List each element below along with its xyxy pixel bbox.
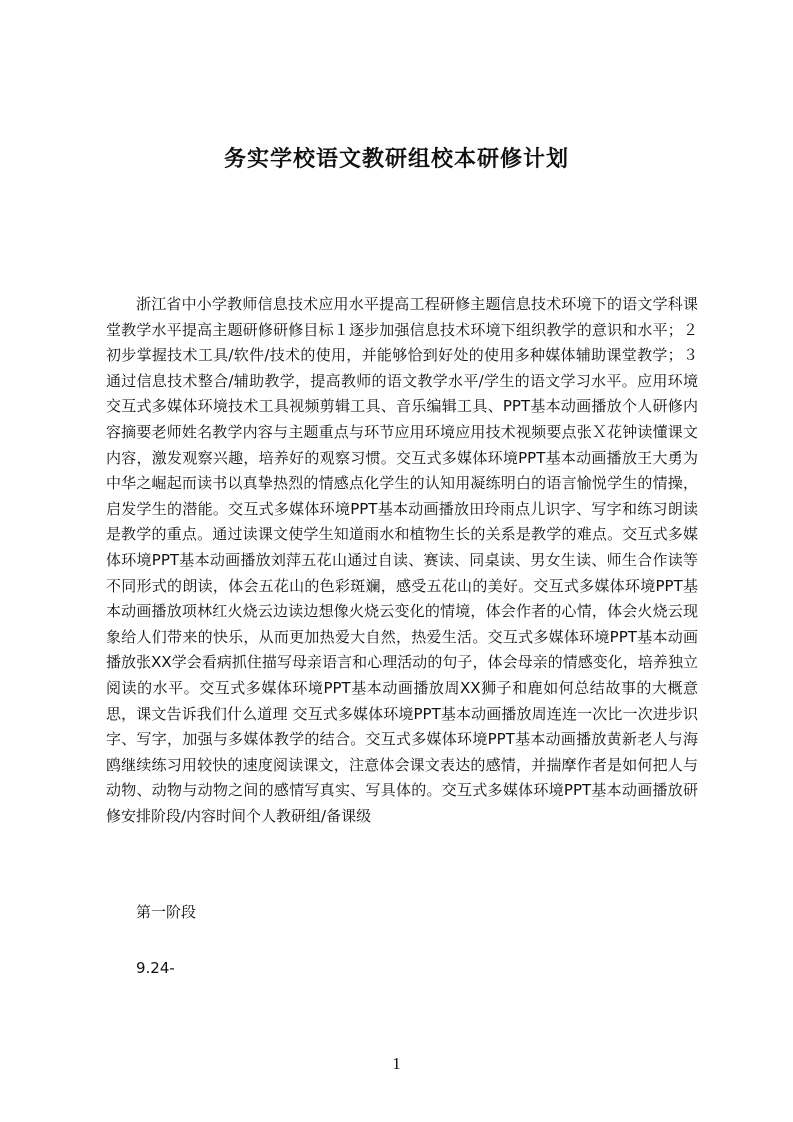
- date-label: 9.24-: [136, 959, 175, 977]
- stage-label: 第一阶段: [136, 903, 197, 921]
- body-paragraph: 浙江省中小学教师信息技术应用水平提高工程研修主题信息技术环境下的语文学科课堂教学水平提高主题研修研修目标１逐步加强信息技术环境下组织教学的意识和水平；２初步掌握技术工具/软件/技术的使用，并能够恰到好处的使用多种媒体辅助课堂教学；３通过信息技术整合/辅助教学，提高教师的语文教学水平/学生的语文学习水平。应用环境交互式多媒体环境技术工具视频剪辑工具、音乐编辑工具、PPT基本动画播放个人研修内容摘要老师姓名教学内容与主题重点与环节应用环境应用技术视频要点张Ｘ花钟读懂课文内容，激发观察兴趣，培养好的观察习惯。交互式多媒体环境PPT基本动画播放王大勇为中华之崛起而读书以真挚热烈的情感点化学生的认知用凝练明白的语言愉悦学生的情操，启发学生的潜能。交互式多媒体环境PPT基本动画播放田玲雨点儿识字、写字和练习朗读是教学的重点。通过读课文使学生知道雨水和植物生长的关系是教学的难点。交互式多媒体环境PPT基本动画播放刘萍五花山通过自读、赛读、同桌读、男女生读、师生合作读等不同形式的朗读，体会五花山的色彩斑斓，感受五花山的美好。交互式多媒体环境PPT基本动画播放项林红火烧云边读边想像火烧云变化的情境，体会作者的心情，体会火烧云现象给人们带来的快乐，从而更加热爱大自然，热爱生活。交互式多媒体环境PPT基本动画播放张XX学会看病抓住描写母亲语言和心理活动的句子，体会母亲的情感变化，培养独立阅读的水平。交互式多媒体环境PPT基本动画播放周XX狮子和鹿如何总结故事的大概意思，课文告诉我们什么道理 交互式多媒体环境PPT基本动画播放周连连一次比一次进步识字、写字，加强与多媒体教学的结合。交互式多媒体环境PPT基本动画播放黄新老人与海鸥继续练习用较快的速度阅读课文，注意体会课文表达的感情，并揣摩作者是如何把人与动物、动物与动物之间的感情写真实、写具体的。交互式多媒体环境PPT基本动画播放研修安排阶段/内容时间个人教研组/备课级: [106, 295, 698, 825]
- page-number: 1: [392, 1054, 401, 1073]
- page-title: 务实学校语文教研组校本研修计划: [223, 147, 569, 172]
